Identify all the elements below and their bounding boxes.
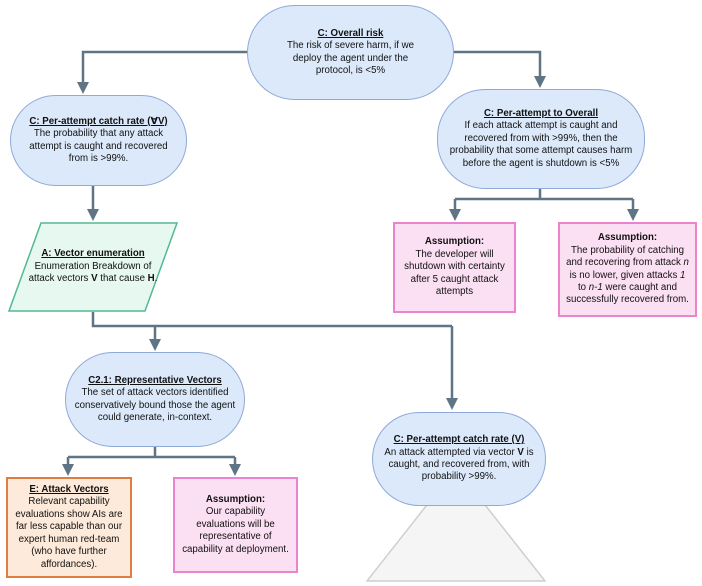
node-per-attempt-to-overall-heading: C: Per-attempt to Overall <box>483 107 599 119</box>
node-assumption-recovery <box>558 222 697 317</box>
node-assumption-capability-heading: Assumption: <box>205 493 266 505</box>
node-catch-rate-v-heading: C: Per-attempt catch rate (V) <box>393 434 525 446</box>
arrowhead-down-icon <box>62 464 74 476</box>
node-attack-vectors <box>6 477 132 578</box>
node-representative-vectors <box>65 352 245 447</box>
node-vector-enumeration <box>8 222 178 312</box>
node-assumption-shutdown-heading: Assumption: <box>424 236 485 248</box>
node-vector-enumeration-content <box>8 248 178 285</box>
node-assumption-recovery-body: The probability of catching and recovering from attack n is no lower, given attacks 1 to n-1 were caught and successfully recovered from. <box>566 244 689 306</box>
node-representative-vectors-body: The set of attack vectors identified conservatively bound those the agent could generate, in-context. <box>74 387 236 423</box>
node-overall-risk-body: The risk of severe harm, if we deploy the agent under the protocol, is <5% <box>286 40 415 76</box>
node-catch-rate-v-body: An attack attempted via vector V is caught, and recovered from, with probability >99%. <box>384 446 534 483</box>
connector-representative-branch <box>62 447 241 476</box>
connector-catch-rate-to-vector-enum <box>87 186 99 221</box>
node-attack-vectors-heading: E: Attack Vectors <box>29 484 109 496</box>
arrowhead-down-icon <box>534 76 546 88</box>
arrowhead-down-icon <box>446 398 458 410</box>
node-catch-rate-all <box>10 95 187 186</box>
node-per-attempt-to-overall <box>437 89 645 189</box>
node-attack-vectors-body: Relevant capability evaluations show AIs are far less capable than our expert human red-team (who have further affordances). <box>15 496 123 570</box>
connector-per-attempt-to-assumptions <box>449 189 639 221</box>
node-overall-risk <box>247 5 454 100</box>
node-assumption-recovery-heading: Assumption: <box>597 232 658 244</box>
node-assumption-shutdown <box>393 222 516 313</box>
node-catch-rate-all-heading: C: Per-attempt catch rate (∀V) <box>29 115 168 127</box>
node-overall-risk-heading: C: Overall risk <box>317 27 384 39</box>
node-assumption-shutdown-body: The developer will shutdown with certainty after 5 caught attack attempts <box>404 248 505 298</box>
arrowhead-down-icon <box>149 339 161 351</box>
connector-overall-to-per-attempt <box>453 52 546 88</box>
node-catch-rate-v <box>372 412 546 506</box>
node-assumption-capability-body: Our capability evaluations will be representative of capability at deployment. <box>182 506 289 555</box>
node-catch-rate-all-body: The probability that any attack attempt is caught and recovered from is >99%. <box>29 128 168 164</box>
arrowhead-down-icon <box>229 464 241 476</box>
node-per-attempt-to-overall-body: If each attack attempt is caught and recovered from with >99%, then the probability that some attempt causes harm before the agent is shutdown is <5% <box>449 120 633 169</box>
arrowhead-down-icon <box>77 82 89 94</box>
node-representative-vectors-heading: C2.1: Representative Vectors <box>88 374 222 386</box>
node-vector-enumeration-body: Enumeration Breakdown of attack vectors V that cause H. <box>28 260 158 285</box>
arrowhead-down-icon <box>87 209 99 221</box>
arrowhead-down-icon <box>627 209 639 221</box>
connector-overall-to-catch-rate-all <box>77 52 248 94</box>
node-vector-enumeration-heading: A: Vector enumeration <box>41 248 145 260</box>
node-assumption-capability <box>173 477 298 573</box>
arrowhead-down-icon <box>449 209 461 221</box>
